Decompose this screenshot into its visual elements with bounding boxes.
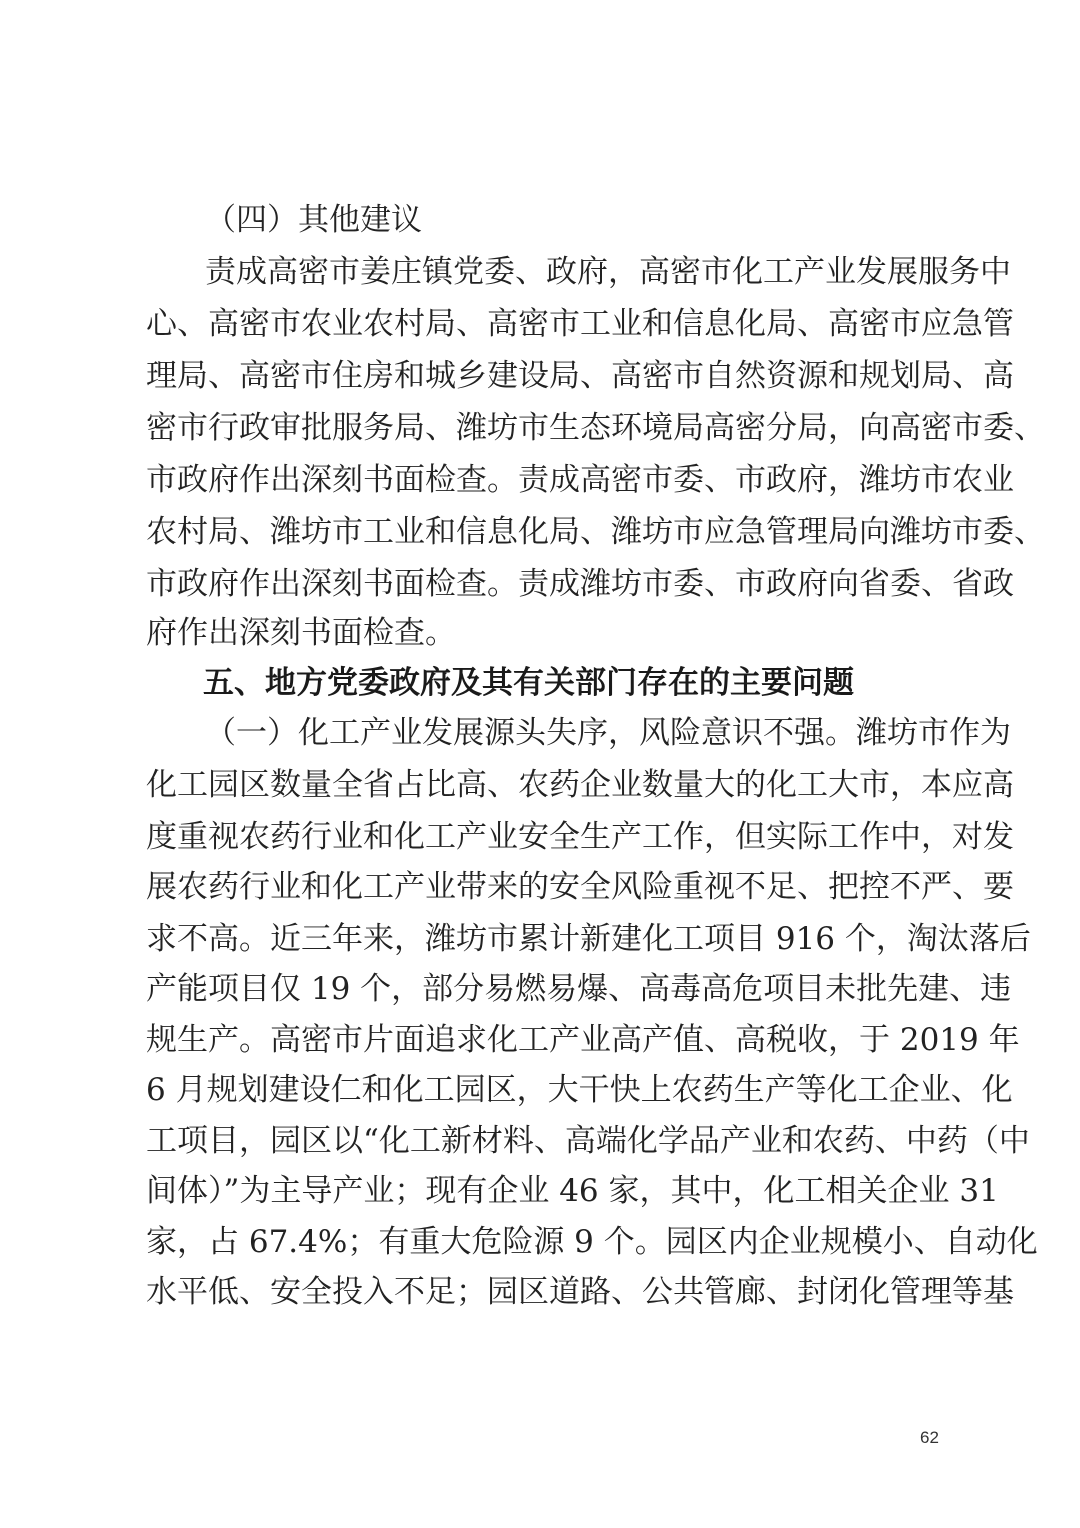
paragraph-line: 度重视农药行业和化工产业安全生产工作，但实际工作中，对发: [146, 819, 1014, 855]
paragraph-line: 农村局、潍坊市工业和信息化局、潍坊市应急管理局向潍坊市委、: [146, 514, 1045, 550]
paragraph-line: 化工园区数量全省占比高、农药企业数量大的化工大市，本应高: [146, 767, 1014, 803]
paragraph-line: 市政府作出深刻书面检查。责成高密市委、市政府，潍坊市农业: [146, 462, 1014, 498]
paragraph-line: 府作出深刻书面检查。: [146, 615, 456, 651]
paragraph-line: 市政府作出深刻书面检查。责成潍坊市委、市政府向省委、省政: [146, 566, 1014, 602]
paragraph-line: （一）化工产业发展源头失序，风险意识不强。潍坊市作为: [205, 715, 1011, 751]
paragraph-line: 产能项目仅 19 个，部分易燃易爆、高毒高危项目未批先建、违: [146, 971, 1012, 1007]
paragraph-line: 工项目，园区以“化工新材料、高端化学品产业和农药、中药（中: [146, 1123, 1030, 1159]
paragraph-line: 求不高。近三年来，潍坊市累计新建化工项目 916 个，淘汰落后: [146, 921, 1031, 957]
paragraph-line: 水平低、安全投入不足；园区道路、公共管廊、封闭化管理等基: [146, 1274, 1014, 1310]
paragraph-line: 责成高密市姜庄镇党委、政府，高密市化工产业发展服务中: [205, 254, 1011, 290]
page-number: 62: [920, 1428, 939, 1447]
section-5-heading: 五、地方党委政府及其有关部门存在的主要问题: [203, 665, 854, 701]
paragraph-line: 心、高密市农业农村局、高密市工业和信息化局、高密市应急管: [146, 306, 1014, 342]
paragraph-line: 6 月规划建设仁和化工园区，大干快上农药生产等化工企业、化: [146, 1072, 1013, 1108]
paragraph-line: 密市行政审批服务局、潍坊市生态环境局高密分局，向高密市委、: [146, 410, 1045, 446]
paragraph-line: 展农药行业和化工产业带来的安全风险重视不足、把控不严、要: [146, 869, 1014, 905]
paragraph-line: 规生产。高密市片面追求化工产业高产值、高税收，于 2019 年: [146, 1022, 1020, 1058]
paragraph-line: 间体）”为主导产业；现有企业 46 家，其中，化工相关企业 31: [146, 1173, 999, 1209]
paragraph-line: 家，占 67.4%；有重大危险源 9 个。园区内企业规模小、自动化: [146, 1224, 1038, 1260]
paragraph-line: 理局、高密市住房和城乡建设局、高密市自然资源和规划局、高: [146, 358, 1014, 394]
section-4-heading: （四）其他建议: [205, 202, 422, 238]
